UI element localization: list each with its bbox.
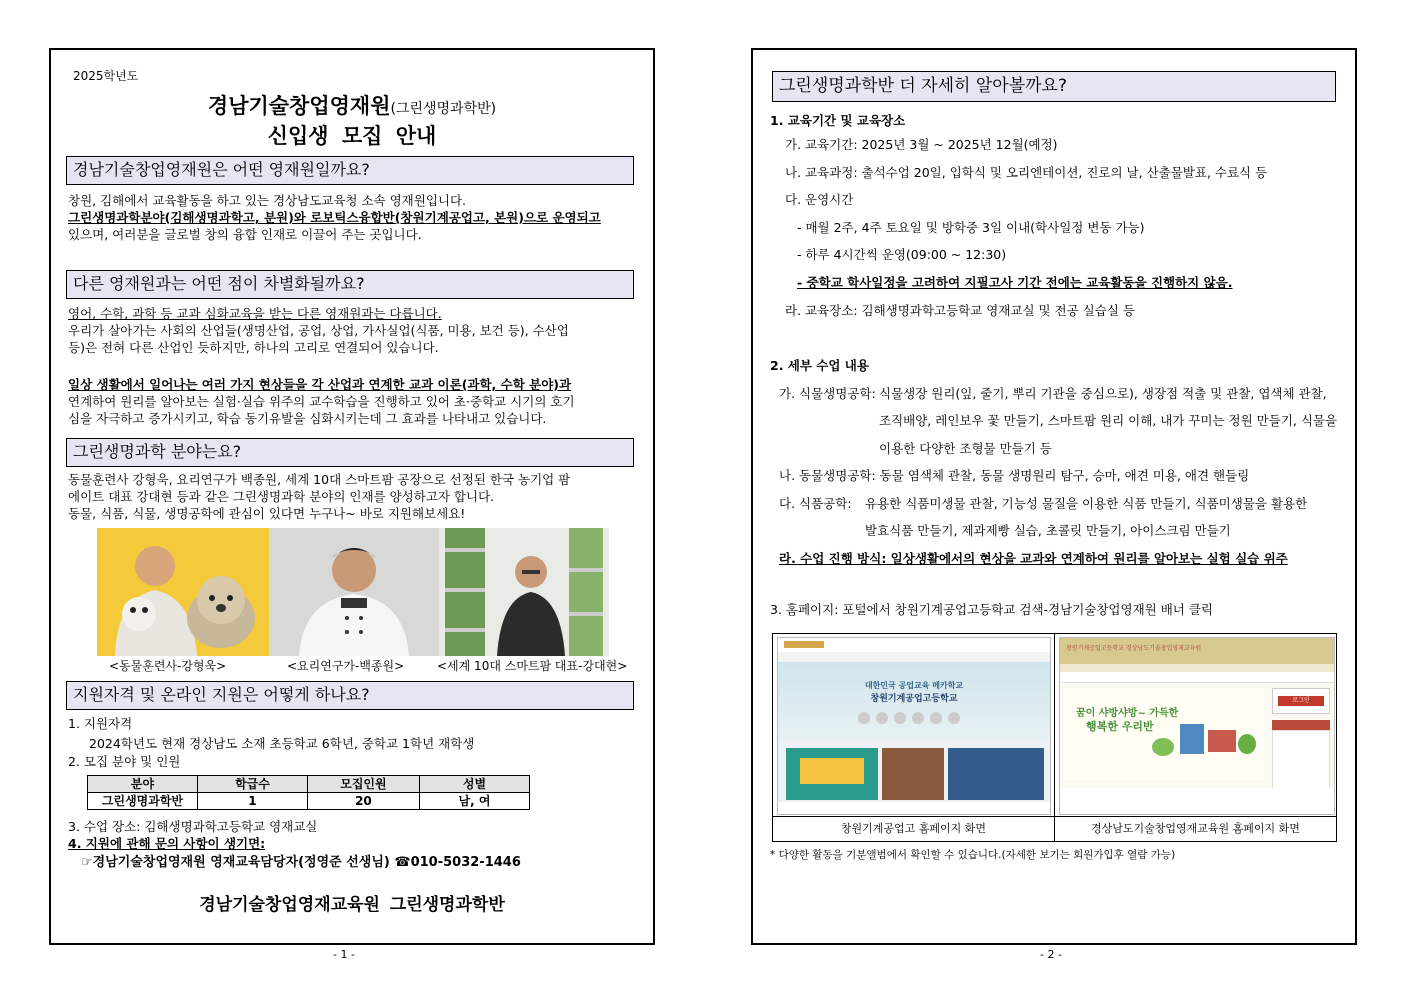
photo-caption-3: <세계 10대 스마트팜 대표-강대현>	[437, 659, 628, 673]
green-life-line-1: 동물훈련사 강형욱, 요리연구가 백종원, 세계 10대 스마트팜 공장으로 선정된 한국 농기업 팜	[68, 472, 571, 487]
page-2	[751, 48, 1357, 945]
table-cell: 20	[307, 793, 419, 810]
about-line-3: 있으며, 여러분을 글로벌 창의 융합 인재로 이끌어 주는 곳입니다.	[68, 227, 422, 242]
photo-dog-trainer	[97, 528, 269, 656]
difference-line-6: 심을 자극하고 증가시키고, 학습 동기유발을 심화시키는데 그 효과를 나타내고 있습니다.	[68, 411, 547, 426]
plant-biotech-line-1: 식물생장 원리(잎, 줄기, 뿌리 기관을 중심으로), 생장점 적출 및 관찰, 엽색체 관찰,	[879, 386, 1327, 401]
table-header-cell: 성별	[419, 776, 529, 793]
table-header-row	[88, 776, 530, 793]
document-subtitle: 신입생 모집 안내	[267, 124, 437, 148]
photo-caption-2: <요리연구가-백종원>	[287, 659, 405, 673]
apply-item-3: 3. 수업 장소: 김해생명과학고등학교 영재교실	[68, 819, 318, 834]
food-eng-line-2: 발효식품 만들기, 제과제빵 실습, 초콜릿 만들기, 아이스크림 만들기	[865, 523, 1231, 538]
animal-biotech-item: 나. 동물생명공학: 동물 염색체 관찰, 동물 생명원리 탐구, 승마, 애견 미용, 애견 핸들링	[779, 468, 1250, 483]
location-item: 라. 교육장소: 김해생명과학고등학교 영재교실 및 전공 실습실 등	[785, 303, 1135, 318]
difference-line-3: 등)은 전혀 다른 산업인 듯하지만, 하나의 고리로 연결되어 있습니다.	[68, 340, 439, 355]
section-2-title: 2. 세부 수업 내용	[770, 358, 869, 373]
difference-line-5: 연계하여 원리를 알아보는 실험·실습 위주의 교수학습을 진행하고 있어 초·중학교 시기의 호기	[68, 394, 575, 409]
food-eng-label: 다. 식품공학:	[779, 496, 852, 511]
difference-line-1: 영어, 수학, 과학 등 교과 심화교육을 받는 다른 영재원과는 다릅니다.	[68, 306, 442, 321]
apply-item-2: 2. 모집 분야 및 인원	[68, 754, 181, 769]
plant-biotech-line-2: 조직배양, 레인보우 꽃 만들기, 스마트팜 원리 이해, 내가 꾸미는 정원 만들기, 식물을	[879, 413, 1338, 428]
green-life-line-2: 에이트 대표 강대현 등과 같은 그린생명과학 분야의 인재를 양성하고자 합니다.	[68, 489, 495, 504]
academy-homepage-caption: 경상남도기술창업영재교육원 홈페이지 화면	[1091, 822, 1300, 835]
table-cell: 1	[197, 793, 307, 810]
academy-login-button[interactable]: 로그인	[1278, 696, 1324, 706]
plant-biotech-line-3: 이용한 다양한 조형물 만들기 등	[879, 441, 1052, 456]
academy-slogan-2: 행복한 우리반	[1086, 720, 1154, 733]
curriculum-item: 나. 교육과정: 출석수업 20일, 입학식 및 오리엔테이션, 진로의 날, 산출물발표, 수료식 등	[785, 165, 1268, 180]
table-header-cell: 학급수	[197, 776, 307, 793]
hours-detail-3: - 중학교 학사일정을 고려하여 지필고사 기간 전에는 교육활동을 진행하지 않음.	[797, 275, 1233, 290]
hours-item: 다. 운영시간	[785, 192, 854, 207]
academy-banner-text: 창원기계공업고등학교 경상남도기술창업영재교육원	[1066, 645, 1202, 652]
recruitment-table	[87, 775, 530, 810]
period-item: 가. 교육기간: 2025년 3월 ~ 2025년 12월(예정)	[785, 137, 1058, 152]
section-heading-about: 경남기술창업영재원은 어떤 영재원일까요?	[66, 156, 634, 185]
school-homepage-screenshot	[777, 637, 1051, 815]
green-life-line-3: 동물, 식품, 식물, 생명공학에 관심이 있다면 누구나~ 바로 지원해보세요!	[68, 506, 466, 521]
section-heading-difference: 다른 영재원과는 어떤 점이 차별화될까요?	[66, 270, 634, 299]
about-line-2: 그린생명과학분야(김해생명과학고, 분원)와 로보틱스융합반(창원기계공업고, 본원)으로 운영되고	[68, 210, 601, 225]
school-homepage-caption: 창원기계공업고 홈페이지 화면	[840, 822, 987, 835]
section-heading-apply: 지원자격 및 온라인 지원은 어떻게 하나요?	[66, 681, 634, 710]
homepage-screenshots-frame	[772, 633, 1337, 842]
academy-homepage-screenshot	[1059, 637, 1335, 815]
apply-item-4: 4. 지원에 관해 문의 사항이 생기면:	[68, 836, 266, 851]
table-header-cell: 분야	[88, 776, 198, 793]
section-heading-green-life: 그린생명과학 분야는요?	[66, 438, 634, 467]
contact-info: ☞경남기술창업영재원 영재교육담당자(정영준 선생님) ☎010-5032-1446	[81, 855, 521, 870]
school-name: 창원기계공업고등학교	[870, 694, 958, 704]
table-row	[88, 793, 530, 810]
page-number-2: - 2 -	[1040, 948, 1062, 961]
difference-line-4: 일상 생활에서 일어나는 여러 가지 현상들을 각 산업과 연계한 교과 이론(과학, 수학 분야)과	[68, 377, 572, 392]
apply-item-1-detail: 2024학년도 현재 경상남도 소재 초등학교 6학년, 중학교 1학년 재학생	[89, 736, 475, 751]
page-1-footer: 경남기술창업영재교육원 그린생명과학반	[199, 895, 505, 915]
section-1-title: 1. 교육기간 및 교육장소	[770, 113, 906, 128]
table-cell: 남, 여	[419, 793, 529, 810]
hours-detail-2: - 하루 4시간씩 운영(09:00 ~ 12:30)	[797, 247, 1007, 262]
plant-biotech-label: 가. 식물생명공학:	[779, 386, 876, 401]
teaching-method-item: 라. 수업 진행 방식: 일상생활에서의 현상을 교과와 연계하여 원리를 알아보는 실험 실습 위주	[779, 551, 1288, 566]
document-title	[51, 90, 653, 120]
difference-line-2: 우리가 살아가는 사회의 산업들(생명산업, 공업, 상업, 가사실업(식품, 미용, 보건 등), 수산업	[68, 323, 569, 338]
section-3-title: 3. 홈페이지: 포털에서 창원기계공업고등학교 검색-경남기술창업영재원 배너 클릭	[770, 602, 1213, 617]
school-year: 2025학년도	[73, 69, 139, 83]
table-header-cell: 모집인원	[307, 776, 419, 793]
hours-detail-1: - 매월 2주, 4주 토요일 및 방학중 3일 이내(학사일정 변동 가능)	[797, 220, 1145, 235]
photo-caption-1: <동물훈련사-강형욱>	[109, 659, 227, 673]
apply-item-1: 1. 지원자격	[68, 716, 133, 731]
photo-smartfarm-ceo	[439, 528, 609, 656]
album-note: * 다양한 활동을 기분앨범에서 확인할 수 있습니다.(자세한 보기는 회원가입후 열람 가능)	[770, 849, 1176, 861]
about-line-1: 창원, 김해에서 교육활동을 하고 있는 경상남도교육청 소속 영재원입니다.	[68, 193, 467, 208]
page-number-1: - 1 -	[333, 948, 355, 961]
title-paren: (그린생명과학반)	[390, 101, 497, 117]
school-slogan: 대한민국 공업교육 메카학교	[864, 681, 964, 690]
photo-chef	[269, 528, 439, 656]
title-main: 경남기술창업영재원	[207, 94, 391, 118]
page-1	[49, 48, 655, 945]
food-eng-line-1: 유용한 식품미생물 관찰, 기능성 물질을 이용한 식품 만들기, 식품미생물을 활용한	[865, 496, 1308, 511]
table-cell: 그린생명과학반	[88, 793, 198, 810]
page-2-heading: 그린생명과학반 더 자세히 알아볼까요?	[772, 71, 1336, 102]
academy-slogan-1: 꿈이 샤방샤방~ 가득한	[1076, 708, 1179, 719]
